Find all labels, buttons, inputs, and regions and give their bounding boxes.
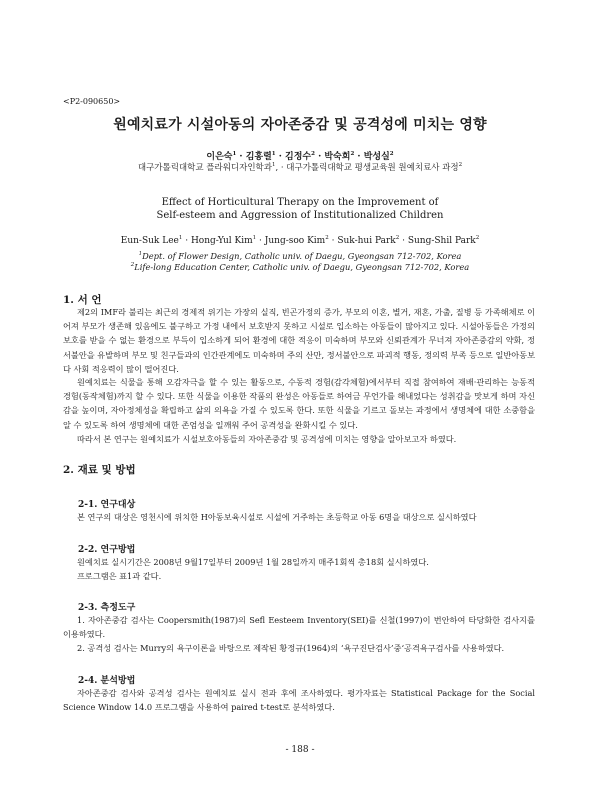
section-heading-intro: 1. 서 언: [63, 294, 102, 306]
author-en: Jung-soo Kim: [264, 236, 326, 246]
abstract-code: <P2-090650>: [63, 97, 121, 106]
author-en: Sung-Shil Park: [407, 236, 476, 246]
title-korean: 원예치료가 시설아동의 자아존중감 및 공격성에 미치는 영향: [113, 117, 487, 133]
authors-korean: 이은숙$^1$ · 김홍렬$^1$ · 김정수$^2$ · 박숙희$^2$ · 박성실$^2$: [206, 151, 394, 162]
author-ko: 박성실: [363, 152, 390, 162]
author-en: Hong-Yul Kim: [190, 236, 253, 246]
method-paragraph-2: 프로그램은 표1과 같다.: [77, 571, 162, 581]
intro-paragraph-1: 제2의 IMF라 불리는 최근의 경제적 위기는 가장의 실직, 빈곤가정의 증가, 부모의 이혼, 별거, 재혼, 가출, 질병 등 가족해체로 이어져 부모가 생존해 있음에도 불구하고 가정 내에서 보호받지 못하고 시설로 입소하는 아동들이 많아지고 있다. 시설아동들은 가정의 보호를 받을 수 없는 환경으로 부득이 입소하게 되어 환경에 대한 적응이 미숙하며 부모와 신뢰관계가 무너져 자아존중감의 약화, 정서불안을 유발하며 부모 및 친구들과의 인간관계에도 미숙하며 주의 산만, 정서불안으로 파괴적 행동, 정의력 부족 등으로 일반아동보다 사회 적응력이 많이 떨어진다.: [63, 307, 535, 374]
subsection-heading-analysis: 2-4. 분석방법: [78, 676, 136, 686]
page-number: - 188 -: [285, 745, 315, 755]
title-english-line2: Self-esteem and Aggression of Institutionalized Children: [156, 210, 444, 221]
author-ko: 이은숙: [206, 152, 233, 162]
affiliation-ko: 대구가톨릭대학교 플라워디자인학과: [137, 163, 272, 173]
analysis-paragraph: 자아존중감 검사와 공격성 검사는 원예치료 실시 전과 후에 조사하였다. 평가자료는 Statistical Package for the Social Science Window 14.0 프로그램을 사용하여 paired t-test로 분석하였다.: [63, 688, 535, 713]
instruments-paragraph-1: 1. 자아존중감 검사는 Coopersmith(1987)의 Sefl Eesteem Inventory(SEI)를 신철(1997)이 번안하여 타당화한 검사지를 이용하였다.: [63, 615, 535, 640]
author-ko: 김홍렬: [245, 152, 272, 162]
author-ko: 김정수: [285, 152, 312, 162]
author-ko: 박숙희: [324, 152, 351, 162]
affiliation-english-1: $^1$Dept. of Flower Design, Catholic univ. of Daegu, Gyeongsan 712-702, Korea: [138, 251, 462, 261]
subsection-heading-instruments: 2-3. 측정도구: [78, 603, 136, 613]
affiliation-ko: 대구가톨릭대학교 평생교육원 원예치료사 과정: [286, 163, 459, 173]
subsection-heading-subjects: 2-1. 연구대상: [78, 500, 136, 510]
intro-paragraph-2: 원예치료는 식물을 통해 오감자극을 할 수 있는 활동으로, 수동적 경험(감각체험)에서부터 직접 참여하여 재배·관리하는 능동적 경험(동작체험)까지 할 수 있다. 또한 식물을 이용한 작품의 완성은 아동들로 하여금 무언가를 해내었다는 성취감을 맛보게 하며 자신감을 높이며, 자아정체성을 확립하고 삶의 의욕을 가질 수 있도록 한다. 또한 식물을 기르고 돌보는 과정에서 생명체에 대한 소중함을 알 수 있도록 하여 생명체에 대한 존엄성을 일깨워 주어 공격성을 완화시킬 수 있다.: [63, 377, 535, 430]
subsection-heading-method: 2-2. 연구방법: [78, 545, 136, 555]
intro-paragraph-3: 따라서 본 연구는 원예치료가 시설보호아동들의 자아존중감 및 공격성에 미치는 영향을 알아보고자 하였다.: [77, 434, 457, 444]
author-en: Eun-Suk Lee: [120, 236, 179, 246]
section-heading-methods: 2. 재료 및 방법: [63, 464, 136, 476]
affiliations-korean: 대구가톨릭대학교 플라워디자인학과$^1$, · 대구가톨릭대학교 평생교육원 원예치료사 과정$^2$: [137, 162, 463, 173]
affiliation-english-2: $^2$Life-long Education Center, Catholic univ. of Daegu, Gyeongsan 712-702, Korea: [130, 262, 470, 272]
method-paragraph-1: 원예치료 실시기간은 2008년 9월17일부터 2009년 1월 28일까지 매주1회씩 총18회 실시하였다.: [77, 557, 429, 567]
instruments-paragraph-2: 2. 공격성 검사는 Murry의 욕구이론을 바탕으로 제작된 황정규(1964)의 ‘욕구진단검사’중‘공격욕구검사를 사용하였다.: [77, 643, 505, 653]
subjects-paragraph: 본 연구의 대상은 영천시에 위치한 H아동보육시설로 시설에 거주하는 초등학교 아동 6명을 대상으로 실시하였다: [77, 512, 477, 522]
authors-english: Eun-Suk Lee$^1$ · Hong-Yul Kim$^1$ · Jung-soo Kim$^2$ · Suk-hui Park$^2$ · Sung-Shil Park$^2$: [120, 235, 480, 246]
author-en: Suk-hui Park: [337, 236, 396, 246]
title-english-line1: Effect of Horticultural Therapy on the Improvement of: [161, 197, 439, 208]
